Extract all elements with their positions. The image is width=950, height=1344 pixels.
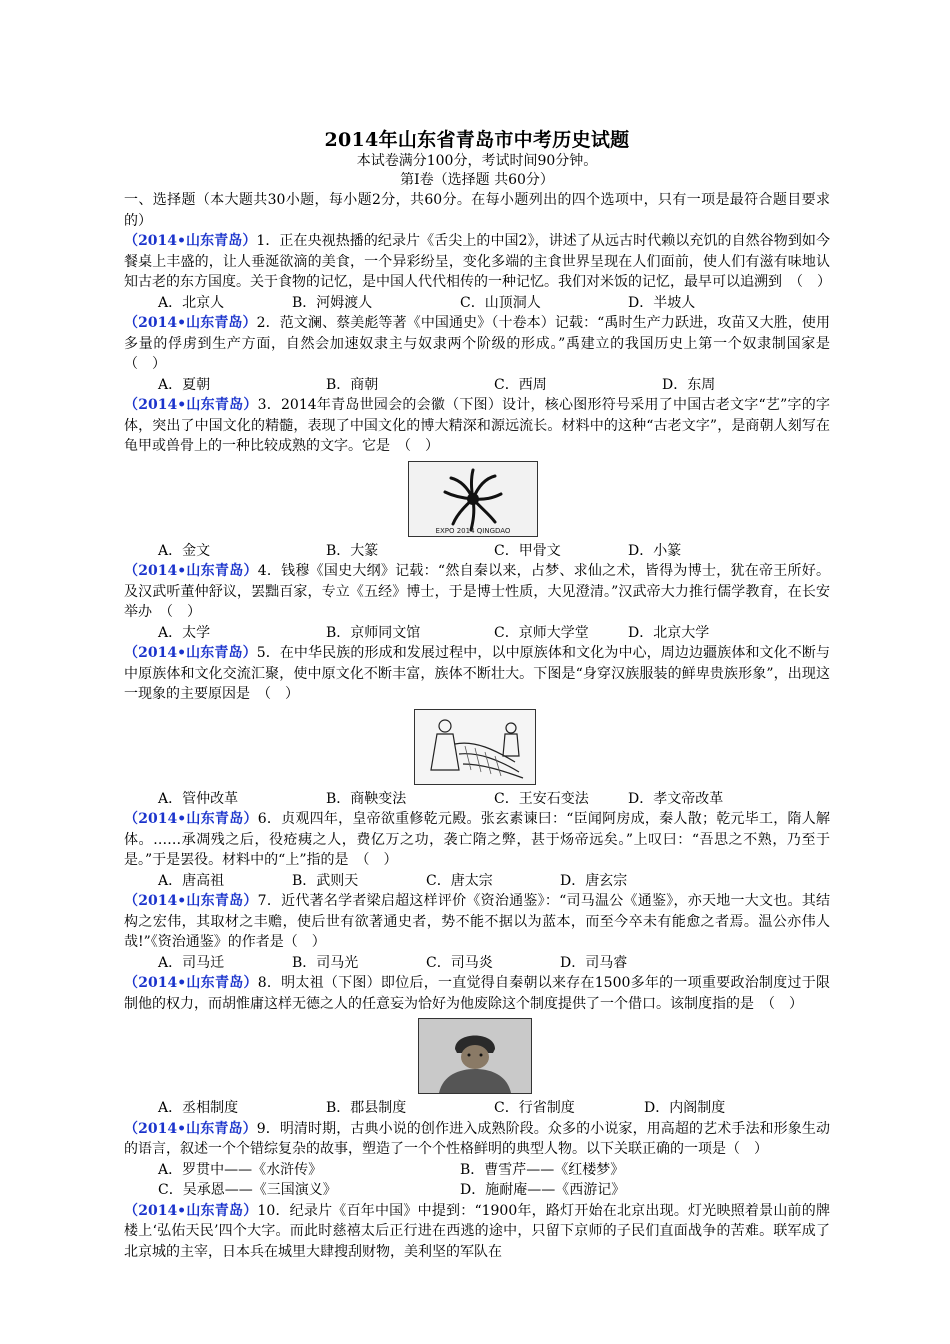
option-d: D．施耐庵——《西游记》 — [460, 1182, 626, 1198]
option-b: B．曹雪芹——《红楼梦》 — [460, 1161, 625, 1178]
xianbei-noble-image — [414, 709, 536, 785]
option-d: D．小篆 — [628, 542, 682, 559]
option-b: B．河姆渡人 — [292, 294, 373, 311]
option-d: D．内阁制度 — [644, 1100, 726, 1116]
option-a: A．管仲改革 — [158, 790, 239, 807]
source-tag: （2014•山东青岛） — [124, 563, 258, 579]
section-header: 第Ⅰ卷（选择题 共60分） — [400, 172, 554, 188]
option-b: B．司马光 — [292, 954, 359, 971]
option-a: A．罗贯中——《水浒传》 — [158, 1161, 323, 1178]
source-tag: （2014•山东青岛） — [124, 233, 257, 249]
option-c: C．山顶洞人 — [460, 294, 541, 311]
page-title: 2014年山东省青岛市中考历史试题 — [324, 129, 630, 151]
question-text: 6．贞观四年，皇帝欲重修乾元殿。张玄素谏曰：“臣闻阿房成，秦人散；乾元毕工，隋人解体。……承凋残之后，役疮痍之人，费亿万之功，袭亡隋之弊，甚于炀帝远矣。”上叹曰：“吾思之不熟，乃至于是。”于是罢役。材料中的“上”指的是 （ ） — [124, 811, 830, 868]
option-a: A．唐高祖 — [158, 872, 225, 889]
option-b: B．商朝 — [326, 376, 379, 393]
question-text: 5．在中华民族的形成和发展过程中，以中原族体和文化为中心，周边边疆族体和文化不断与中原族体和文化交流汇聚，使中原文化不断丰富，族体不断壮大。下图是“身穿汉族服装的鲜卑贵族形象”，出现这一现象的主要原因是 （ ） — [124, 645, 830, 702]
options-5 — [124, 789, 830, 810]
option-b: B．京师同文馆 — [326, 624, 421, 641]
source-tag: （2014•山东青岛） — [124, 975, 258, 991]
option-c: C．王安石变法 — [494, 790, 589, 807]
question-5 — [124, 643, 830, 705]
question-text: 4．钱穆《国史大纲》记载：“然自秦以来，占梦、求仙之术，皆得为博士，犹在帝王所好。及汉武听董仲舒议，罢黜百家，专立《五经》博士，于是博士性质，大见澄清。”汉武帝大力推行儒学教育，在长安举办 （ ） — [124, 563, 830, 620]
instructions: 一、选择题（本大题共30小题，每小题2分，共60分。在每小题列出的四个选项中，只有一项是最符合题目要求的） — [124, 192, 830, 229]
options-9-row1 — [124, 1160, 830, 1181]
options-2 — [124, 375, 830, 396]
option-c: C．甲骨文 — [494, 542, 561, 559]
option-c: C．唐太宗 — [426, 872, 493, 889]
option-b: B．武则天 — [292, 872, 359, 889]
option-b: B．商鞅变法 — [326, 790, 407, 807]
exam-info: 本试卷满分100分，考试时间90分钟。 — [356, 153, 598, 169]
source-tag: （2014•山东青岛） — [124, 315, 257, 331]
options-8 — [124, 1098, 830, 1119]
question-9 — [124, 1119, 830, 1160]
option-d: D．半坡人 — [628, 294, 696, 311]
option-d: D．北京大学 — [628, 624, 710, 641]
option-c: C．司马炎 — [426, 954, 493, 971]
ming-taizu-portrait-image — [418, 1018, 532, 1094]
option-b: B．郡县制度 — [326, 1100, 407, 1116]
question-2 — [124, 313, 844, 375]
option-a: A．金文 — [158, 542, 211, 559]
source-tag: （2014•山东青岛） — [124, 397, 258, 413]
question-text: 3．2014年青岛世园会的会徽（下图）设计，核心图形符号采用了中国古老文字“艺”字的字体，突出了中国文化的精髓，表现了中国文化的博大精深和源远流长。材料中的这种“古老文字”，是商朝人刻写在龟甲或兽骨上的一种比较成熟的文字。它是 （ ） — [124, 397, 830, 454]
source-tag: （2014•山东青岛） — [124, 811, 258, 827]
expo-logo-image — [408, 461, 538, 537]
question-4 — [124, 561, 830, 623]
question-10 — [124, 1201, 830, 1263]
source-tag: （2014•山东青岛） — [124, 893, 258, 909]
question-3 — [124, 395, 830, 457]
option-c: C．京师大学堂 — [494, 624, 589, 641]
option-a: A．太学 — [158, 624, 211, 641]
options-4 — [124, 623, 830, 644]
option-c: C．吴承恩——《三国演义》 — [158, 1182, 337, 1198]
question-8 — [124, 973, 830, 1014]
question-text: 8．明太祖（下图）即位后，一直觉得自秦朝以来存在1500多年的一项重要政治制度过于限制他的权力，而胡惟庸这样无德之人的任意妄为恰好为他废除这个制度提供了一个借口。该制度指的是 （ ） — [124, 975, 830, 1012]
source-tag: （2014•山东青岛） — [124, 1202, 258, 1219]
options-6 — [124, 871, 830, 892]
option-a: A．夏朝 — [158, 376, 211, 393]
option-d: D．东周 — [662, 376, 716, 393]
option-d: D．司马睿 — [560, 954, 628, 971]
logo-text: EXPO 2014 QINGDAO — [435, 526, 511, 535]
option-c: C．行省制度 — [494, 1100, 575, 1116]
options-1 — [124, 293, 830, 314]
option-a: A．北京人 — [158, 294, 225, 311]
question-1 — [124, 231, 830, 293]
option-c: C．西周 — [494, 376, 547, 393]
question-text: 1．正在央视热播的纪录片《舌尖上的中国2》，讲述了从远古时代赖以充饥的自然谷物到如今餐桌上丰盛的，让人垂涎欲滴的美食，一个异彩纷呈，变化多端的主食世界呈现在人们面前，使人们有滋有味地认知古老的东方国度。关于食物的记忆，是中国人代代相传的一种记忆。我们对米饭的记忆，最早可以追溯到 （ ） — [124, 233, 831, 290]
question-text: 7．近代著名学者梁启超这样评价《资治通鉴》：“司马温公《通鉴》，亦天地一大文也。其结构之宏伟，其取材之丰赡，使后世有欲著通史者，势不能不据以为蓝本，而至今卒未有能愈之者焉。温公亦伟人哉!”《资治通鉴》的作者是（ ） — [124, 893, 830, 950]
exam-page — [124, 128, 844, 1262]
option-a: A．丞相制度 — [158, 1100, 239, 1116]
question-text: 10．纪录片《百年中国》中提到：“1900年，路灯开始在北京出现。灯光映照着景山前的牌楼上‘弘佑天民’四个大字。而此时慈禧太后正行进在西逃的途中，只留下京师的子民们直面战争的苦难。联军成了北京城的主宰，日本兵在城里大肆搜刮财物，美利坚的军队在 — [124, 1202, 830, 1260]
option-b: B．大篆 — [326, 542, 379, 559]
options-7 — [124, 953, 830, 974]
options-3 — [124, 541, 830, 562]
question-text: 2．范文澜、蔡美彪等著《中国通史》（十卷本）记载：“禹时生产力跃进，攻苗又大胜，使用多量的俘虏到生产方面，自然会加速奴隶主与奴隶两个阶级的形成。”禹建立的我国历史上第一个奴隶制国家是 （ ） — [124, 315, 844, 372]
option-d: D．唐玄宗 — [560, 872, 628, 889]
question-7 — [124, 891, 830, 953]
option-a: A．司马迁 — [158, 954, 225, 971]
question-text: 9．明清时期，古典小说的创作进入成熟阶段。众多的小说家，用高超的艺术手法和形象生动的语言，叙述一个个错综复杂的故事，塑造了一个个性格鲜明的典型人物。以下关联正确的一项是（ ） — [124, 1120, 830, 1157]
question-6 — [124, 809, 830, 871]
option-d: D．孝文帝改革 — [628, 790, 724, 807]
source-tag: （2014•山东青岛） — [124, 1120, 257, 1137]
options-9-row2 — [124, 1180, 830, 1201]
source-tag: （2014•山东青岛） — [124, 645, 257, 661]
